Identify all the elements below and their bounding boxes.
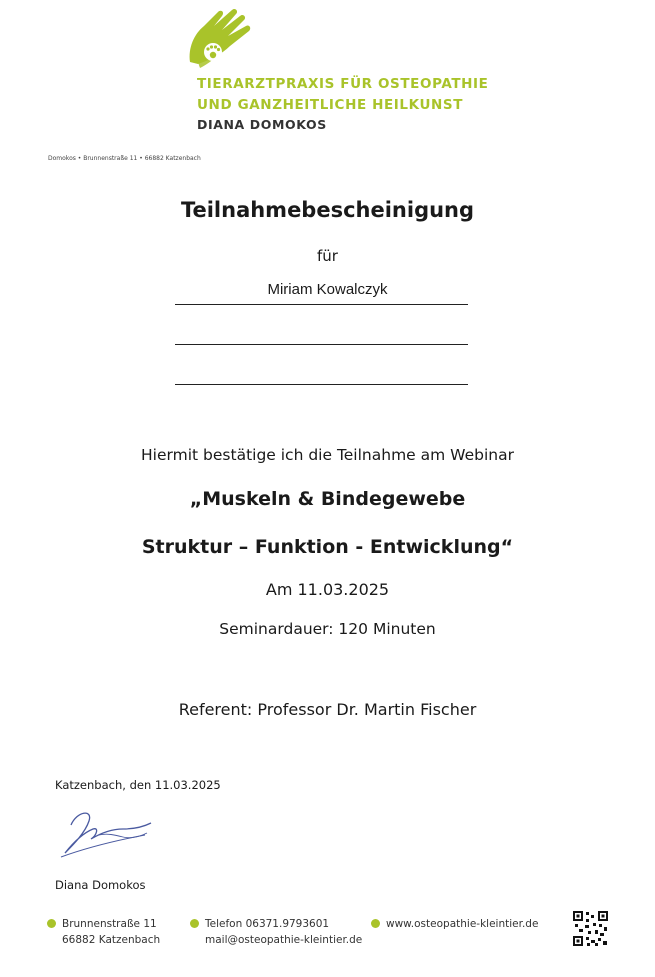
- blank-line: [175, 384, 468, 385]
- sender-address-line: Domokos • Brunnenstraße 11 • 66882 Katzenbach: [48, 155, 201, 162]
- footer-web: [386, 916, 538, 932]
- name-underline: [175, 304, 468, 305]
- seminar-duration: Seminardauer: 120 Minuten: [219, 620, 436, 638]
- place-and-date: Katzenbach, den 11.03.2025: [55, 778, 221, 792]
- seminar-title-line-2: Struktur – Funktion - Entwicklung“: [141, 536, 514, 558]
- speaker-line: Referent: Professor Dr. Martin Fischer: [178, 700, 477, 719]
- footer-phone: Telefon 06371.9793601: [205, 918, 330, 930]
- participant-name: Miriam Kowalczyk: [267, 281, 388, 298]
- bullet-dot: [190, 919, 199, 928]
- bullet-dot: [371, 919, 380, 928]
- footer-email[interactable]: mail@osteopathie-kleintier.de: [205, 934, 363, 946]
- handwritten-signature: [53, 803, 153, 869]
- footer-address: [62, 916, 160, 948]
- for-label: für: [317, 247, 338, 265]
- footer-contact: [205, 916, 362, 948]
- qr-code-icon: [573, 911, 608, 950]
- seminar-title-line-1: „Muskeln & Bindegewebe: [189, 488, 466, 510]
- brand-owner-name: DIANA DOMOKOS: [197, 117, 327, 132]
- bullet-dot: [47, 919, 56, 928]
- hand-paw-icon: [186, 4, 266, 74]
- footer-city: 66882 Katzenbach: [62, 934, 161, 946]
- blank-line: [175, 344, 468, 345]
- footer-website[interactable]: www.osteopathie-kleintier.de: [386, 918, 539, 930]
- brand-line-2: UND GANZHEITLICHE HEILKUNST: [197, 97, 464, 113]
- footer-street: Brunnenstraße 11: [62, 918, 157, 930]
- brand-line-1: TIERARZTPRAXIS FÜR OSTEOPATHIE: [197, 76, 489, 92]
- signer-name: Diana Domokos: [55, 878, 146, 892]
- certificate-title: Teilnahmebescheinigung: [180, 198, 475, 222]
- confirmation-text: Hiermit bestätige ich die Teilnahme am Webinar: [141, 446, 514, 464]
- seminar-date: Am 11.03.2025: [265, 580, 390, 599]
